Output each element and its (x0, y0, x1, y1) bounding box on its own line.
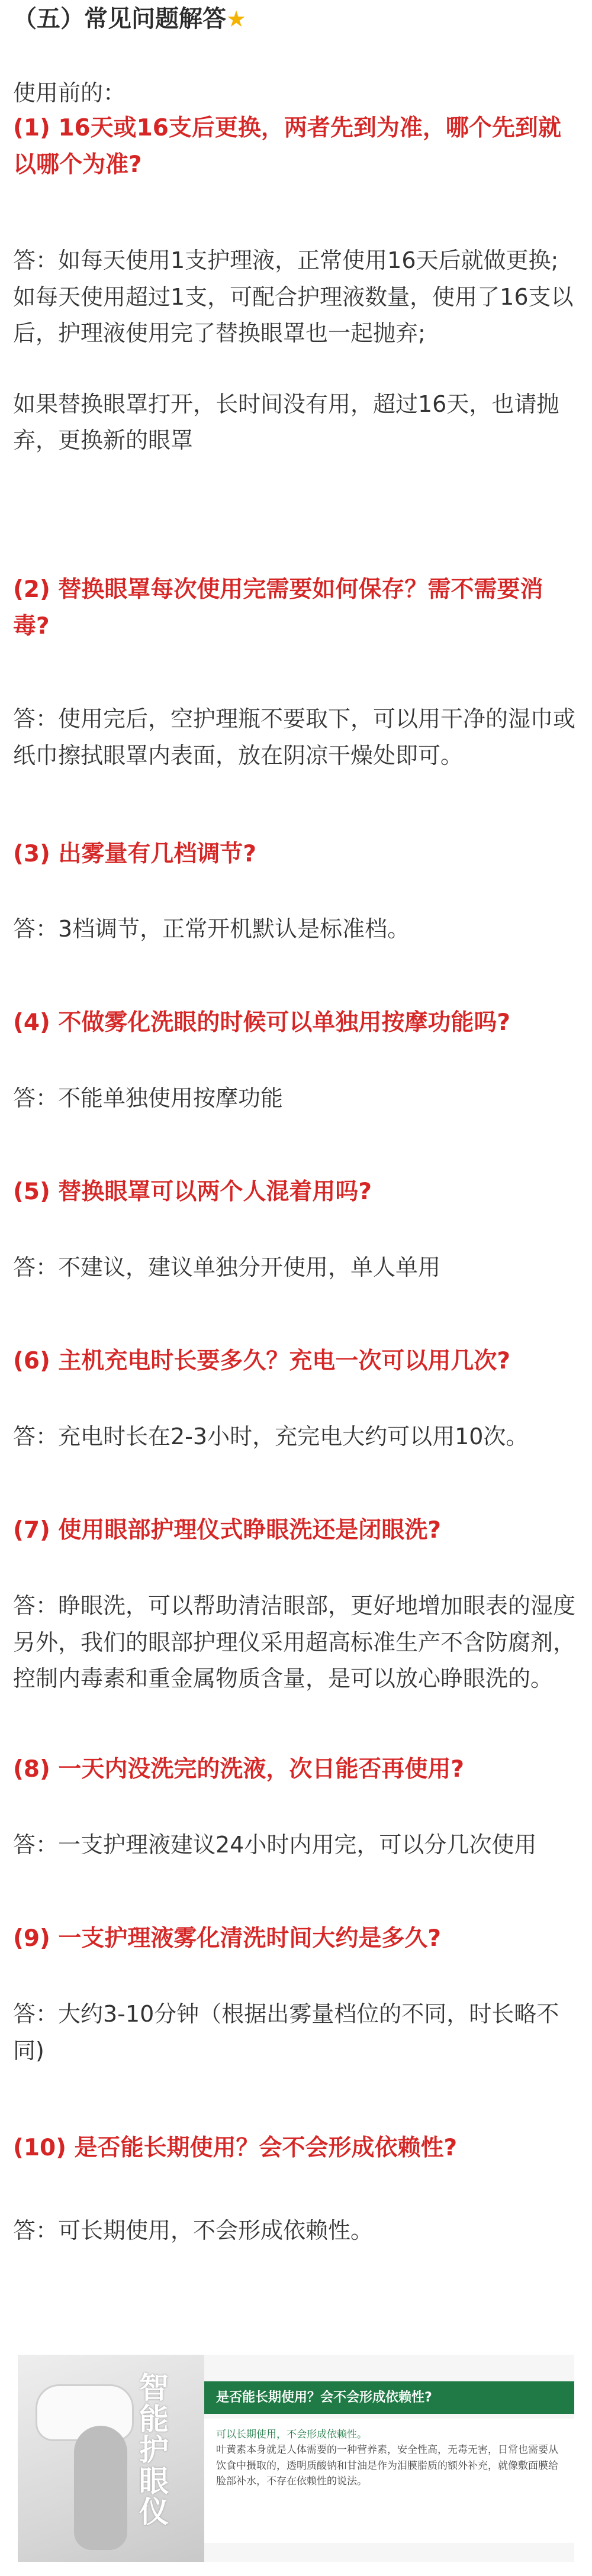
promo-detail: 叶黄素本身就是人体需要的一种营养素，安全性高，无毒无害，日常也需要从饮食中摄取的，透明质酸钠和甘油是作为泪膜脂质的额外补充，就像敷面膜给脸部补水，不存在依赖性的说法。 (216, 2444, 558, 2488)
faq-question-7: (7) 使用眼部护理仪式睁眼洗还是闭眼洗? (13, 1517, 441, 1544)
faq-question-6: (6) 主机充电时长要多久？充电一次可以用几次? (13, 1348, 510, 1374)
faq-question-4: (4) 不做雾化洗眼的时候可以单独用按摩功能吗? (13, 1009, 510, 1036)
faq-answer-9 (13, 1996, 579, 2069)
faq-question-5: (5) 替换眼罩可以两个人混着用吗? (13, 1179, 372, 1205)
faq-answer-4 (13, 1080, 579, 1117)
answer-line: 如果替换眼罩打开，长时间没有用，超过16天，也请抛弃，更换新的眼罩 (13, 390, 559, 454)
faq-answer-1 (13, 243, 579, 459)
answer-line: 答：3档调节，正常开机默认是标准档。 (13, 916, 410, 942)
faq-question-1: (1) 16天或16支后更换，两者先到为准，哪个先到就以哪个为准? (13, 115, 561, 178)
face-silhouette (74, 2426, 127, 2550)
answer-gap (13, 352, 579, 386)
faq-answer-6 (13, 1419, 579, 1455)
promo-header: 是否能长期使用？会不会形成依赖性? (204, 2381, 574, 2414)
faq-question-8: (8) 一天内没洗完的洗液，次日能否再使用? (13, 1756, 464, 1783)
answer-line: 答：不能单独使用按摩功能 (13, 1085, 284, 1111)
section-heading (13, 4, 246, 34)
intro-text: 使用前的： (13, 80, 126, 106)
promo-body (204, 2419, 574, 2543)
faq-answer-2 (13, 701, 579, 774)
faq-answer-5 (13, 1250, 579, 1286)
promo-lead: 可以长期使用，不会形成依赖性。 (216, 2429, 367, 2441)
heading-text: （五）常见问题解答 (13, 5, 226, 33)
faq-answer-8 (13, 1827, 579, 1864)
faq-answer-7 (13, 1588, 579, 1697)
faq-question-2: (2) 替换眼罩每次使用完需要如何保存？需不需要消毒? (13, 576, 543, 640)
answer-line: 答：充电时长在2-3小时，充完电大约可以用10次。 (13, 1423, 529, 1450)
product-image-text: 智能护眼仪 (139, 2371, 169, 2529)
answer-line: 答：如每天使用1支护理液，正常使用16天后就做更换; (13, 247, 559, 273)
faq-question-9: (9) 一支护理液雾化清洗时间大约是多久? (13, 1925, 441, 1952)
product-image (18, 2355, 204, 2562)
faq-answer-3 (13, 911, 579, 948)
faq-answer-10 (13, 2213, 579, 2249)
faq-question-3: (3) 出雾量有几档调节? (13, 841, 256, 867)
star-icon: ★ (226, 6, 247, 32)
answer-line: 答：大约3-10分钟（根据出雾量档位的不同，时长略不同) (13, 2001, 559, 2064)
answer-line: 答：一支护理液建议24小时内用完，可以分几次使用 (13, 1832, 537, 1858)
answer-line: 答：可长期使用，不会形成依赖性。 (13, 2217, 374, 2243)
answer-line: 如每天使用超过1支，可配合护理液数量，使用了16支以后，护理液使用完了替换眼罩也一起抛弃; (13, 283, 574, 347)
answer-line: 答：不建议，建议单独分开使用，单人单用 (13, 1254, 441, 1280)
promo-card (18, 2355, 574, 2562)
faq-question-10: (10) 是否能长期使用？会不会形成依赖性? (13, 2135, 458, 2161)
answer-line: 答：睁眼洗，可以帮助清洁眼部，更好地增加眼表的湿度另外，我们的眼部护理仪采用超高标准生产不含防腐剂，控制内毒素和重金属物质含量，是可以放心睁眼洗的。 (13, 1593, 576, 1692)
answer-line: 答：使用完后，空护理瓶不要取下，可以用干净的湿巾或纸巾擦拭眼罩内表面，放在阴凉干燥处即可。 (13, 706, 576, 769)
